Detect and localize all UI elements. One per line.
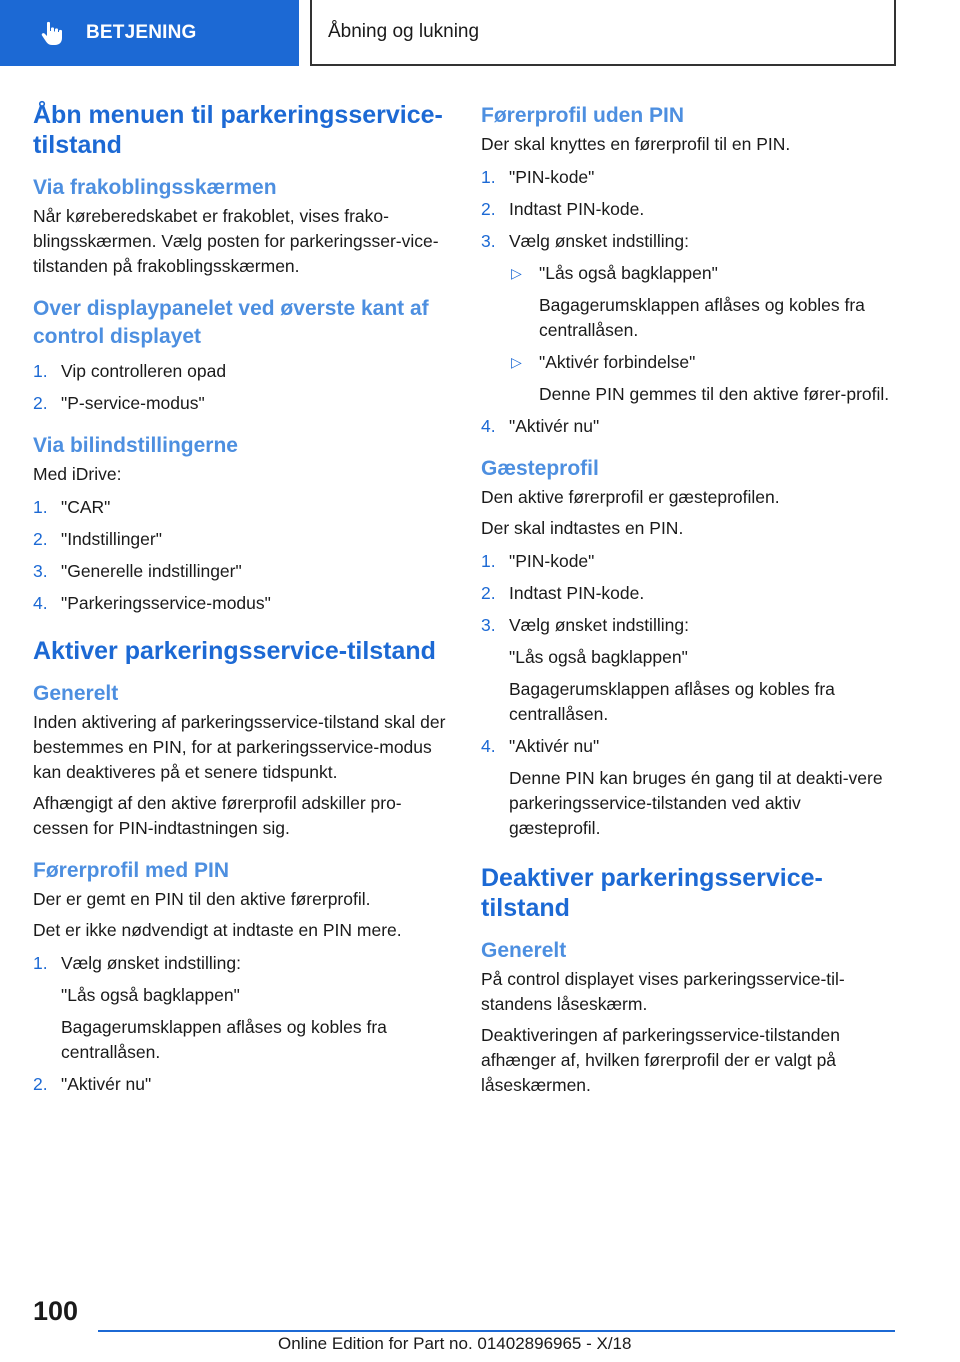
step-text: "PIN-kode" <box>509 167 595 187</box>
list-display-steps <box>33 359 448 416</box>
step-option: "Lås også bagklappen" <box>509 647 688 667</box>
step-text: "Aktivér nu" <box>509 416 600 436</box>
list-item <box>33 495 448 520</box>
step-text: "CAR" <box>61 497 111 517</box>
step-option: "Lås også bagklappen" <box>61 985 240 1005</box>
list-item <box>33 359 448 384</box>
step-text: Vip controlleren opad <box>61 361 227 381</box>
step-text: "Aktivér nu" <box>61 1074 152 1094</box>
list-item <box>33 1072 448 1097</box>
heading-open-menu: Åbn menuen til parkeringsservice-tilstand <box>33 101 443 159</box>
option-item <box>509 261 896 343</box>
step-number: 2. <box>33 529 48 549</box>
step-number: 1. <box>481 167 496 187</box>
triangle-right-icon: ▷ <box>511 265 522 281</box>
step-text: "Parkeringsservice-modus" <box>61 593 271 613</box>
step-number: 4. <box>481 736 496 756</box>
list-item <box>481 165 896 190</box>
left-column <box>33 100 448 1097</box>
option-item <box>509 350 896 407</box>
list-med-pin-steps <box>33 951 448 1097</box>
step-option-description: Bagagerumsklappen aflåses og kobles fra centrallåsen. <box>61 1017 387 1062</box>
step-number: 4. <box>33 593 48 613</box>
step-number: 1. <box>33 361 48 381</box>
list-bil-steps <box>33 495 448 616</box>
step-number: 2. <box>33 393 48 413</box>
paragraph-generelt-2: Afhængigt af den aktive førerprofil adskiller pro‐cessen for PIN-indtastningen sig. <box>33 793 402 838</box>
heading-aktiver: Aktiver parkeringsservice-tilstand <box>33 637 436 665</box>
step-text: "P-service-modus" <box>61 393 205 413</box>
list-item <box>481 581 896 606</box>
option-description: Bagagerumsklappen aflåses og kobles fra centrallåsen. <box>539 295 865 340</box>
step-number: 1. <box>33 953 48 973</box>
step-text: "PIN-kode" <box>509 551 595 571</box>
step-text: Vælg ønsket indstilling: <box>61 953 241 973</box>
heading-foererprofil-med-pin: Førerprofil med PIN <box>33 859 230 882</box>
step-number: 2. <box>481 583 496 603</box>
page-number: 100 <box>33 1296 79 1326</box>
step-number: 3. <box>481 231 496 251</box>
footer-edition: Online Edition for Part no. 01402896965 - X/18 <box>278 1334 632 1353</box>
heading-over-displaypanelet: Over displaypanelet ved øverste kant af control displayet <box>33 297 429 348</box>
option-list <box>509 261 896 407</box>
list-uden-pin-steps <box>481 165 896 439</box>
option-description: Denne PIN gemmes til den aktive fører‐profil. <box>539 384 890 404</box>
page-header <box>0 0 960 66</box>
heading-generelt: Generelt <box>33 682 119 705</box>
paragraph-deaktiver-1: På control displayet vises parkeringsservice-til‐standens låseskærm. <box>481 969 845 1014</box>
heading-deaktiver: Deaktiver parkeringsservice-tilstand <box>481 864 823 922</box>
heading-via-bilindstillingerne: Via bilindstillingerne <box>33 434 238 457</box>
list-item <box>481 197 896 222</box>
step-text: Vælg ønsket indstilling: <box>509 615 689 635</box>
heading-generelt-2: Generelt <box>481 939 567 962</box>
step-note: Denne PIN kan bruges én gang til at deakti‐vere parkeringsservice-tilstanden ved aktiv gæsteprofil. <box>509 768 883 838</box>
heading-foererprofil-uden-pin: Førerprofil uden PIN <box>481 104 685 127</box>
list-gaest-steps <box>481 549 896 841</box>
step-number: 2. <box>33 1074 48 1094</box>
section-label: Åbning og lukning <box>328 21 480 42</box>
step-text: Vælg ønsket indstilling: <box>509 231 689 251</box>
step-number: 4. <box>481 416 496 436</box>
step-text: Indtast PIN-kode. <box>509 199 645 219</box>
list-item <box>481 414 896 439</box>
list-item <box>33 391 448 416</box>
list-item <box>33 559 448 584</box>
paragraph-deaktiver-2: Deaktiveringen af parkeringsservice-tilstanden afhænger af, hvilken førerprofil der er valgt på låseskærmen. <box>481 1025 840 1095</box>
paragraph-frakob: Når køreberedskabet er frakoblet, vises frako‐blingsskærmen. Vælg posten for parkeringsser‐vice-tilstanden på frakoblingsskærmen. <box>33 206 439 276</box>
step-number: 3. <box>481 615 496 635</box>
paragraph-med-pin-1: Der er gemt en PIN til den aktive førerprofil. <box>33 889 371 909</box>
option-title: "Lås også bagklappen" <box>539 263 718 283</box>
step-number: 2. <box>481 199 496 219</box>
triangle-right-icon: ▷ <box>511 354 522 370</box>
footer-divider <box>98 1330 895 1332</box>
paragraph-gaest-1: Den aktive førerprofil er gæsteprofilen. <box>481 487 780 507</box>
list-item <box>33 527 448 552</box>
heading-via-frakoblingsskaermen: Via frakoblingsskærmen <box>33 176 277 199</box>
paragraph-generelt-1: Inden aktivering af parkeringsservice-tilstand skal der bestemmes en PIN, for at parkeringsservice-modus kan deaktiveres på et senere tidspunkt. <box>33 712 446 782</box>
step-number: 1. <box>33 497 48 517</box>
step-option-description: Bagagerumsklappen aflåses og kobles fra centrallåsen. <box>509 679 835 724</box>
list-item <box>481 549 896 574</box>
list-item <box>481 229 896 407</box>
chapter-label: BETJENING <box>86 22 197 43</box>
paragraph-gaest-2: Der skal indtastes en PIN. <box>481 518 684 538</box>
list-item <box>481 613 896 727</box>
paragraph-idrive: Med iDrive: <box>33 464 122 484</box>
right-column <box>481 100 896 1098</box>
list-item <box>33 591 448 616</box>
list-item <box>481 734 896 841</box>
hand-pointer-icon <box>38 19 66 47</box>
section-tab[interactable] <box>310 0 896 66</box>
step-text: "Aktivér nu" <box>509 736 600 756</box>
heading-gaesteprofil: Gæsteprofil <box>481 457 599 480</box>
paragraph-med-pin-2: Det er ikke nødvendigt at indtaste en PIN mere. <box>33 920 402 940</box>
step-number: 3. <box>33 561 48 581</box>
step-text: Indtast PIN-kode. <box>509 583 645 603</box>
option-title: "Aktivér forbindelse" <box>539 352 696 372</box>
step-number: 1. <box>481 551 496 571</box>
step-text: "Generelle indstillinger" <box>61 561 242 581</box>
paragraph-uden-pin: Der skal knyttes en førerprofil til en PIN. <box>481 134 791 154</box>
step-text: "Indstillinger" <box>61 529 162 549</box>
list-item <box>33 951 448 1065</box>
chapter-tab[interactable] <box>0 0 299 66</box>
